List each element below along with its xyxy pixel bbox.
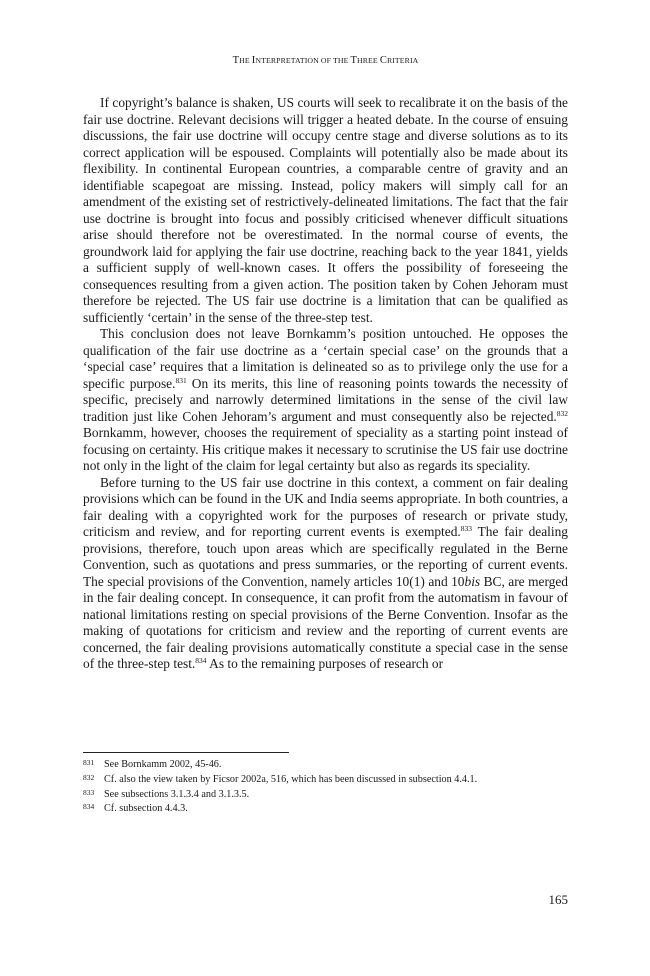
footnote: [83, 773, 568, 788]
footnote: [83, 758, 568, 773]
italic-text: bis: [464, 573, 481, 589]
footnote-ref[interactable]: 832: [556, 408, 568, 418]
footnotes: [83, 758, 568, 817]
header-letter: I: [251, 55, 256, 66]
footnote-number: 832: [83, 772, 95, 782]
footnote: [83, 802, 568, 817]
footnote-number: 834: [83, 802, 95, 812]
footnote-number: 831: [83, 758, 95, 767]
footnote-text: See Bornkamm 2002, 45-46.: [104, 759, 222, 770]
paragraph-text: As to the remaining purposes of research or: [206, 656, 444, 671]
paragraph-text: This conclusion does not leave Bornkamm’s position untouched. He opposes the qualification of the fair use doctrine as a ‘certain special case’ on the grounds that a ‘special case’ requires that a limitation is delineated so as to privilege only the use for a specific purpose.: [83, 326, 568, 391]
paragraph-text: BC, are merged in the fair dealing concept. In consequence, it can profit from the automatism in favour of national limitations resting on special provisions of the Berne Convention. Insofar as the making of quotations for criticism and review and the reporting of current events are concerned, the fair dealing provisions automatically constitute a special case in the sense of the three-step test.: [83, 573, 568, 671]
footnote: [83, 788, 568, 803]
footnote-number: 833: [83, 787, 95, 797]
footnote-ref[interactable]: 834: [195, 656, 207, 665]
header-letter: C: [379, 55, 387, 66]
paragraph-1: [83, 95, 568, 326]
footnote-text: Cf. subsection 4.4.3.: [104, 803, 188, 815]
header-smallcaps: NTERPRETATION OF THE: [255, 56, 351, 65]
header-smallcaps: HREE: [357, 56, 380, 65]
footnote-text: Cf. also the view taken by Ficsor 2002a, 516, which has been discussed in subsection 4.4.1.: [104, 773, 478, 785]
paragraph-text: Bornkamm, however, chooses the requirement of speciality as a starting point instead of focusing on certainty. His critique makes it necessary to scrutinise the US fair use doctrine not only in the light of the claim for legal certainty but also as regards its speciality.: [83, 425, 568, 473]
header-letter: T: [350, 55, 358, 66]
paragraph-text: The fair dealing provisions, therefore, touch upon areas which are specifically regulated in the Berne Convention, such as quotations and press summaries, or the reporting of current events. The special provisions of the Convention, namely articles 10(1) and 10: [83, 524, 568, 589]
paragraph-text: If copyright’s balance is shaken, US courts will seek to recalibrate it on the basis of the fair use doctrine. Relevant decisions will trigger a heated debate. In the course of ensuing discussions, the fair use doctrine will occupy centre stage and diverse solutions as to its correct application will be espoused. Complaints will potentially also be made about its flexibility. In continental European countries, a comparable centre of gravity and an identifiable scapegoat are missing. Instead, policy makers will simply call for an amendment of the existing set of restrictively-delineated limitations. The fact that the fair use doctrine is brought into focus and possibly criticised whenever difficult situations arise should therefore not be overestimated. In the normal course of events, the groundwork laid for applying the fair use doctrine, reaching back to the year 1841, yields a sufficient supply of well-known cases. It offers the possibility of foreseeing the consequences resulting from a given action. The position taken by Cohen Jehoram must therefore be rejected. The US fair use doctrine is a limitation that can be qualified as sufficiently ‘certain’ in the sense of the three-step test.: [83, 95, 568, 325]
footnote-text: See subsections 3.1.3.4 and 3.1.3.5.: [104, 788, 250, 800]
paragraph-text: On its merits, this line of reasoning points towards the necessity of specific, precisely and narrowly determined limitations in the sense of the civil law tradition just like Cohen Jehoram’s argument and must consequently also be rejected.: [83, 375, 568, 424]
header-letter: T: [232, 55, 240, 66]
paragraph-2: [83, 326, 568, 475]
header-smallcaps: RITERIA: [386, 56, 419, 65]
header-smallcaps: HE: [239, 56, 252, 65]
footnote-ref[interactable]: 831: [175, 375, 187, 385]
body-text: [83, 95, 568, 673]
running-header: [83, 55, 568, 66]
page-number: 165: [548, 892, 568, 907]
footnote-ref[interactable]: 833: [460, 524, 473, 533]
paragraph-text: Before turning to the US fair use doctrine in this context, a comment on fair dealing provisions which can be found in the UK and India seems appropriate. In both countries, a fair dealing with a copyrighted work for the purposes of research or private study, criticism and review, and for reporting current events is exempted.: [83, 474, 568, 539]
footnote-divider: [83, 752, 289, 753]
paragraph-3: [83, 475, 568, 673]
